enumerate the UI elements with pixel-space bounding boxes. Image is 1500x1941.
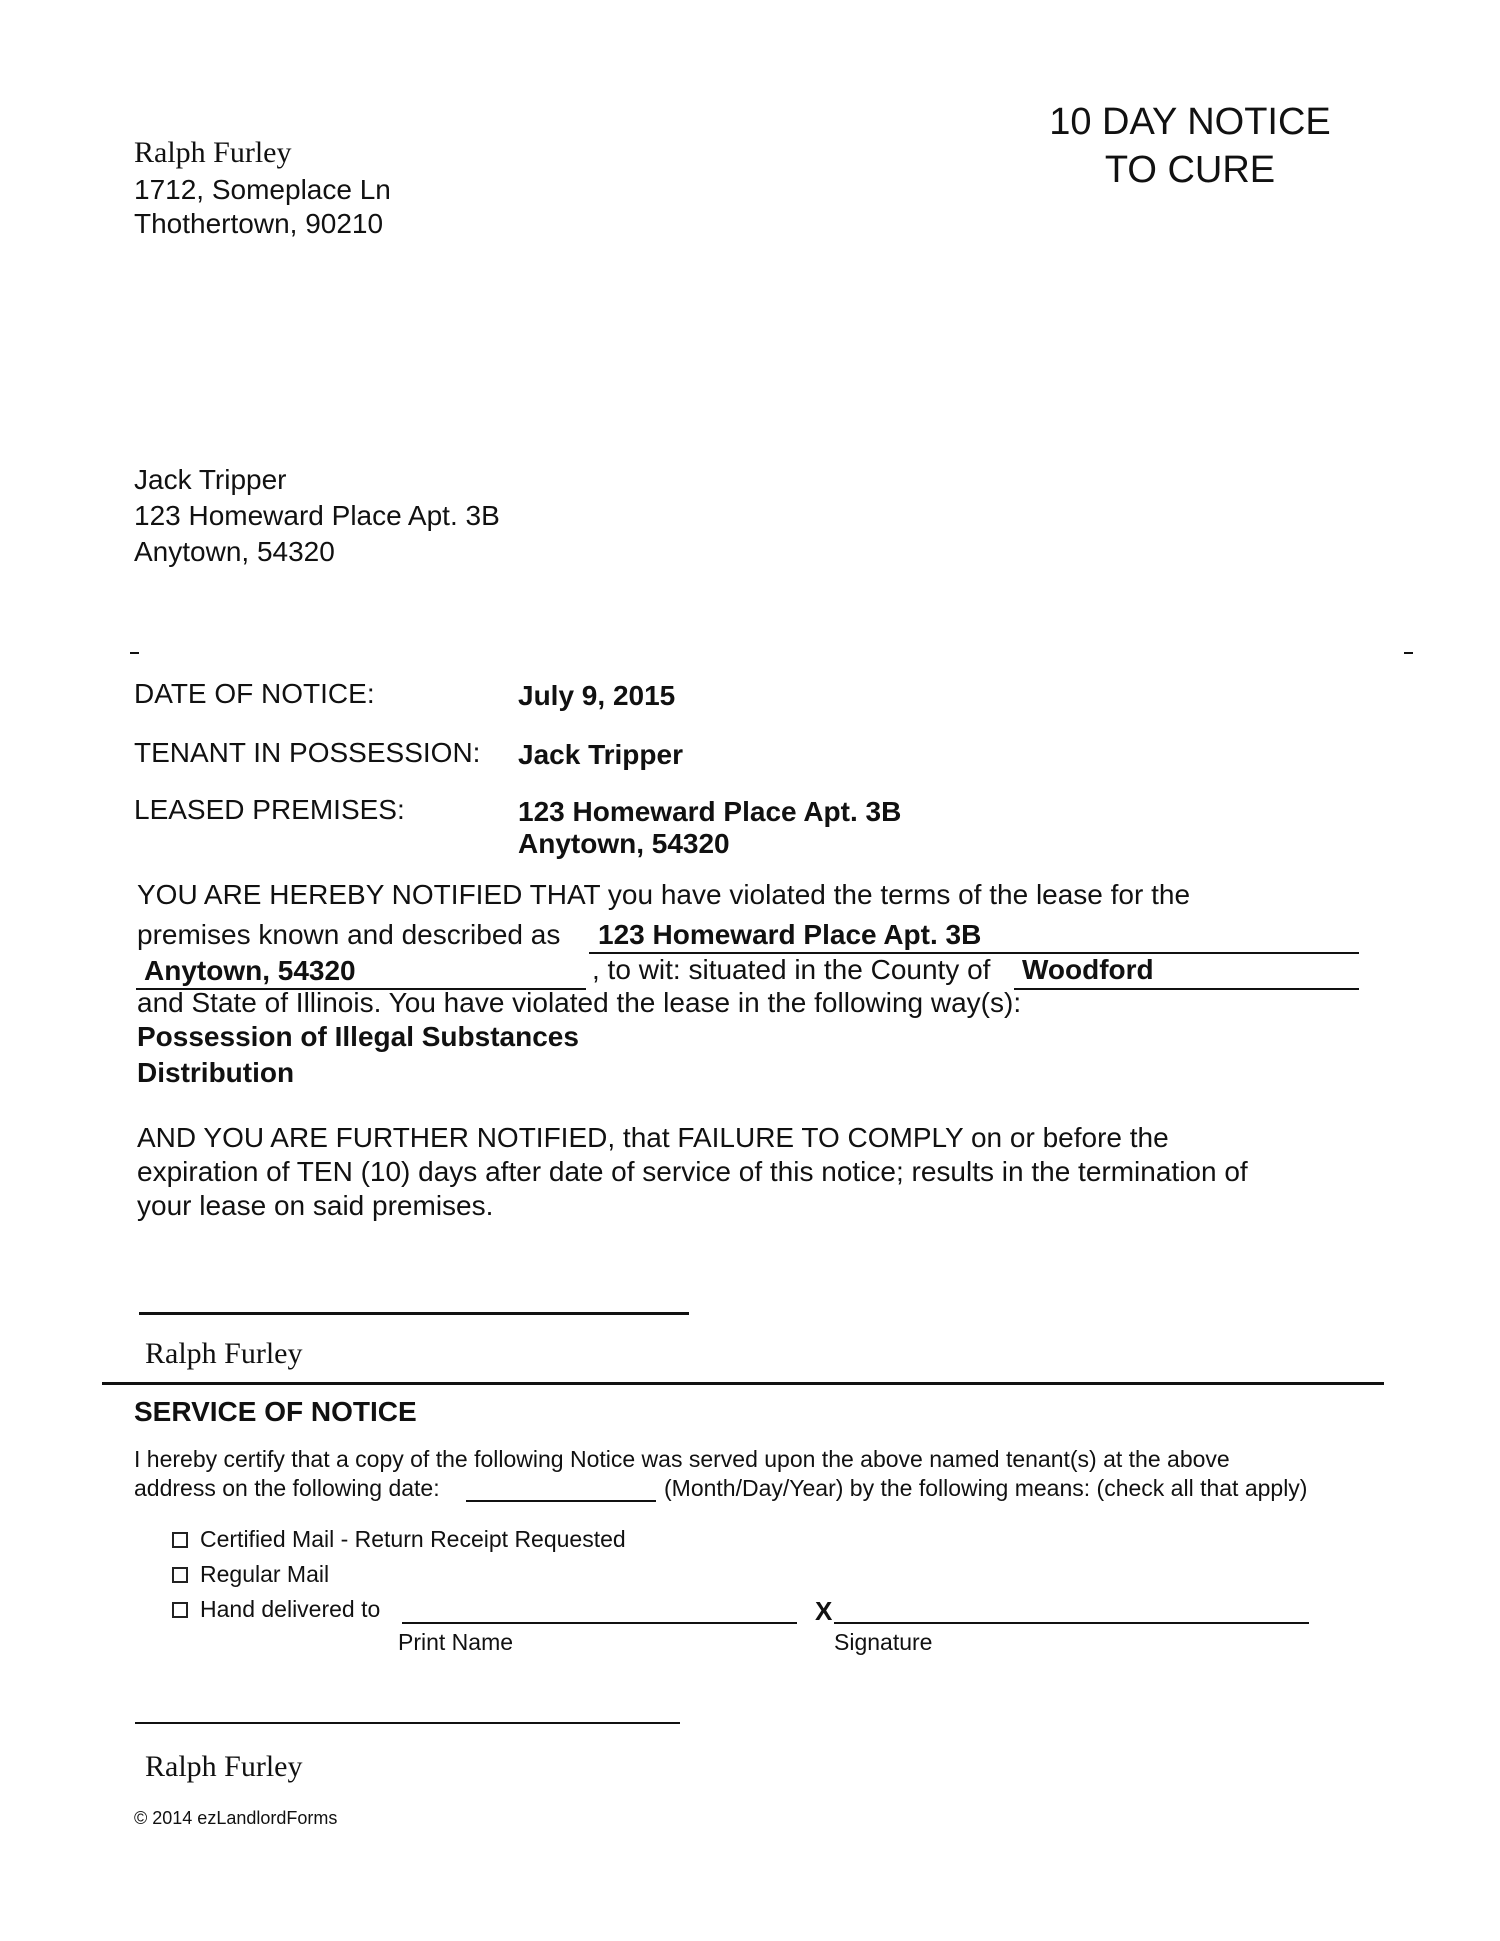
signature-name-landlord: Ralph Furley [145, 1337, 303, 1370]
premises-line1: 123 Homeward Place Apt. 3B [518, 796, 902, 827]
notice-premises-line1: 123 Homeward Place Apt. 3B [598, 919, 982, 950]
fold-mark-right [1404, 652, 1413, 654]
option-label: Certified Mail - Return Receipt Requested [200, 1526, 626, 1552]
landlord-street: 1712, Someplace Ln [134, 174, 391, 205]
tenant-value: Jack Tripper [518, 739, 683, 770]
premises-line2: Anytown, 54320 [518, 828, 730, 859]
notice-premises-line2: Anytown, 54320 [144, 955, 356, 986]
date-label: DATE OF NOTICE: [134, 678, 375, 709]
further-line1: AND YOU ARE FURTHER NOTIFIED, that FAILURE TO COMPLY on or before the [137, 1122, 1169, 1153]
notice-county-value: Woodford [1022, 954, 1154, 985]
option-label: Regular Mail [200, 1561, 330, 1587]
checkbox-regular-mail[interactable] [172, 1567, 188, 1583]
tenant-street: 123 Homeward Place Apt. 3B [134, 500, 500, 531]
print-name-line[interactable] [402, 1622, 797, 1624]
further-line3: your lease on said premises. [137, 1190, 494, 1221]
violation-item: Distribution [137, 1057, 295, 1088]
blank-line-county [1014, 988, 1359, 990]
further-line2: expiration of TEN (10) days after date of service of this notice; results in the termination of [137, 1156, 1248, 1187]
certify-line2-prefix: address on the following date: [134, 1475, 440, 1501]
landlord-name: Ralph Furley [134, 136, 292, 169]
fold-mark-left [130, 652, 139, 654]
tenant-label: TENANT IN POSSESSION: [134, 737, 481, 768]
checkbox-hand-delivered[interactable] [172, 1602, 188, 1618]
notice-line2-prefix: premises known and described as [137, 919, 561, 950]
signature-x-mark: X [815, 1596, 833, 1626]
section-divider [102, 1382, 1384, 1385]
signature-blank-line[interactable] [834, 1622, 1309, 1624]
notice-title-line2: TO CURE [1104, 149, 1276, 191]
landlord-city-zip: Thothertown, 90210 [134, 208, 384, 239]
notice-title-line1: 10 DAY NOTICE [1049, 101, 1331, 143]
tenant-name: Jack Tripper [134, 464, 287, 495]
signature-line-landlord [139, 1312, 689, 1315]
tenant-city-zip: Anytown, 54320 [134, 536, 335, 567]
notice-county-prefix: , to wit: situated in the County of [592, 954, 991, 985]
signature-line-server [135, 1722, 680, 1724]
violation-item: Possession of Illegal Substances [137, 1021, 579, 1052]
checkbox-certified-mail[interactable] [172, 1532, 188, 1548]
certify-line1: I hereby certify that a copy of the following Notice was served upon the above named tenant(s) at the above [134, 1446, 1230, 1472]
premises-label: LEASED PREMISES: [134, 794, 405, 825]
date-blank-line[interactable] [466, 1500, 656, 1502]
option-regular-mail[interactable] [172, 1560, 329, 1589]
service-heading: SERVICE OF NOTICE [134, 1396, 417, 1427]
signature-name-server: Ralph Furley [145, 1750, 303, 1783]
option-hand-delivered[interactable] [172, 1595, 380, 1624]
notice-line4: and State of Illinois. You have violated the lease in the following way(s): [137, 987, 1022, 1018]
signature-label: Signature [834, 1629, 933, 1655]
copyright-footer: © 2014 ezLandlordForms [134, 1808, 338, 1828]
print-name-label: Print Name [398, 1629, 514, 1655]
option-label: Hand delivered to [200, 1596, 381, 1622]
option-certified-mail[interactable] [172, 1525, 626, 1554]
notice-title [1025, 98, 1355, 194]
notice-line1: YOU ARE HEREBY NOTIFIED THAT you have violated the terms of the lease for the [137, 879, 1191, 910]
date-value: July 9, 2015 [518, 680, 676, 711]
certify-line2-suffix: (Month/Day/Year) by the following means: (check all that apply) [664, 1475, 1308, 1501]
